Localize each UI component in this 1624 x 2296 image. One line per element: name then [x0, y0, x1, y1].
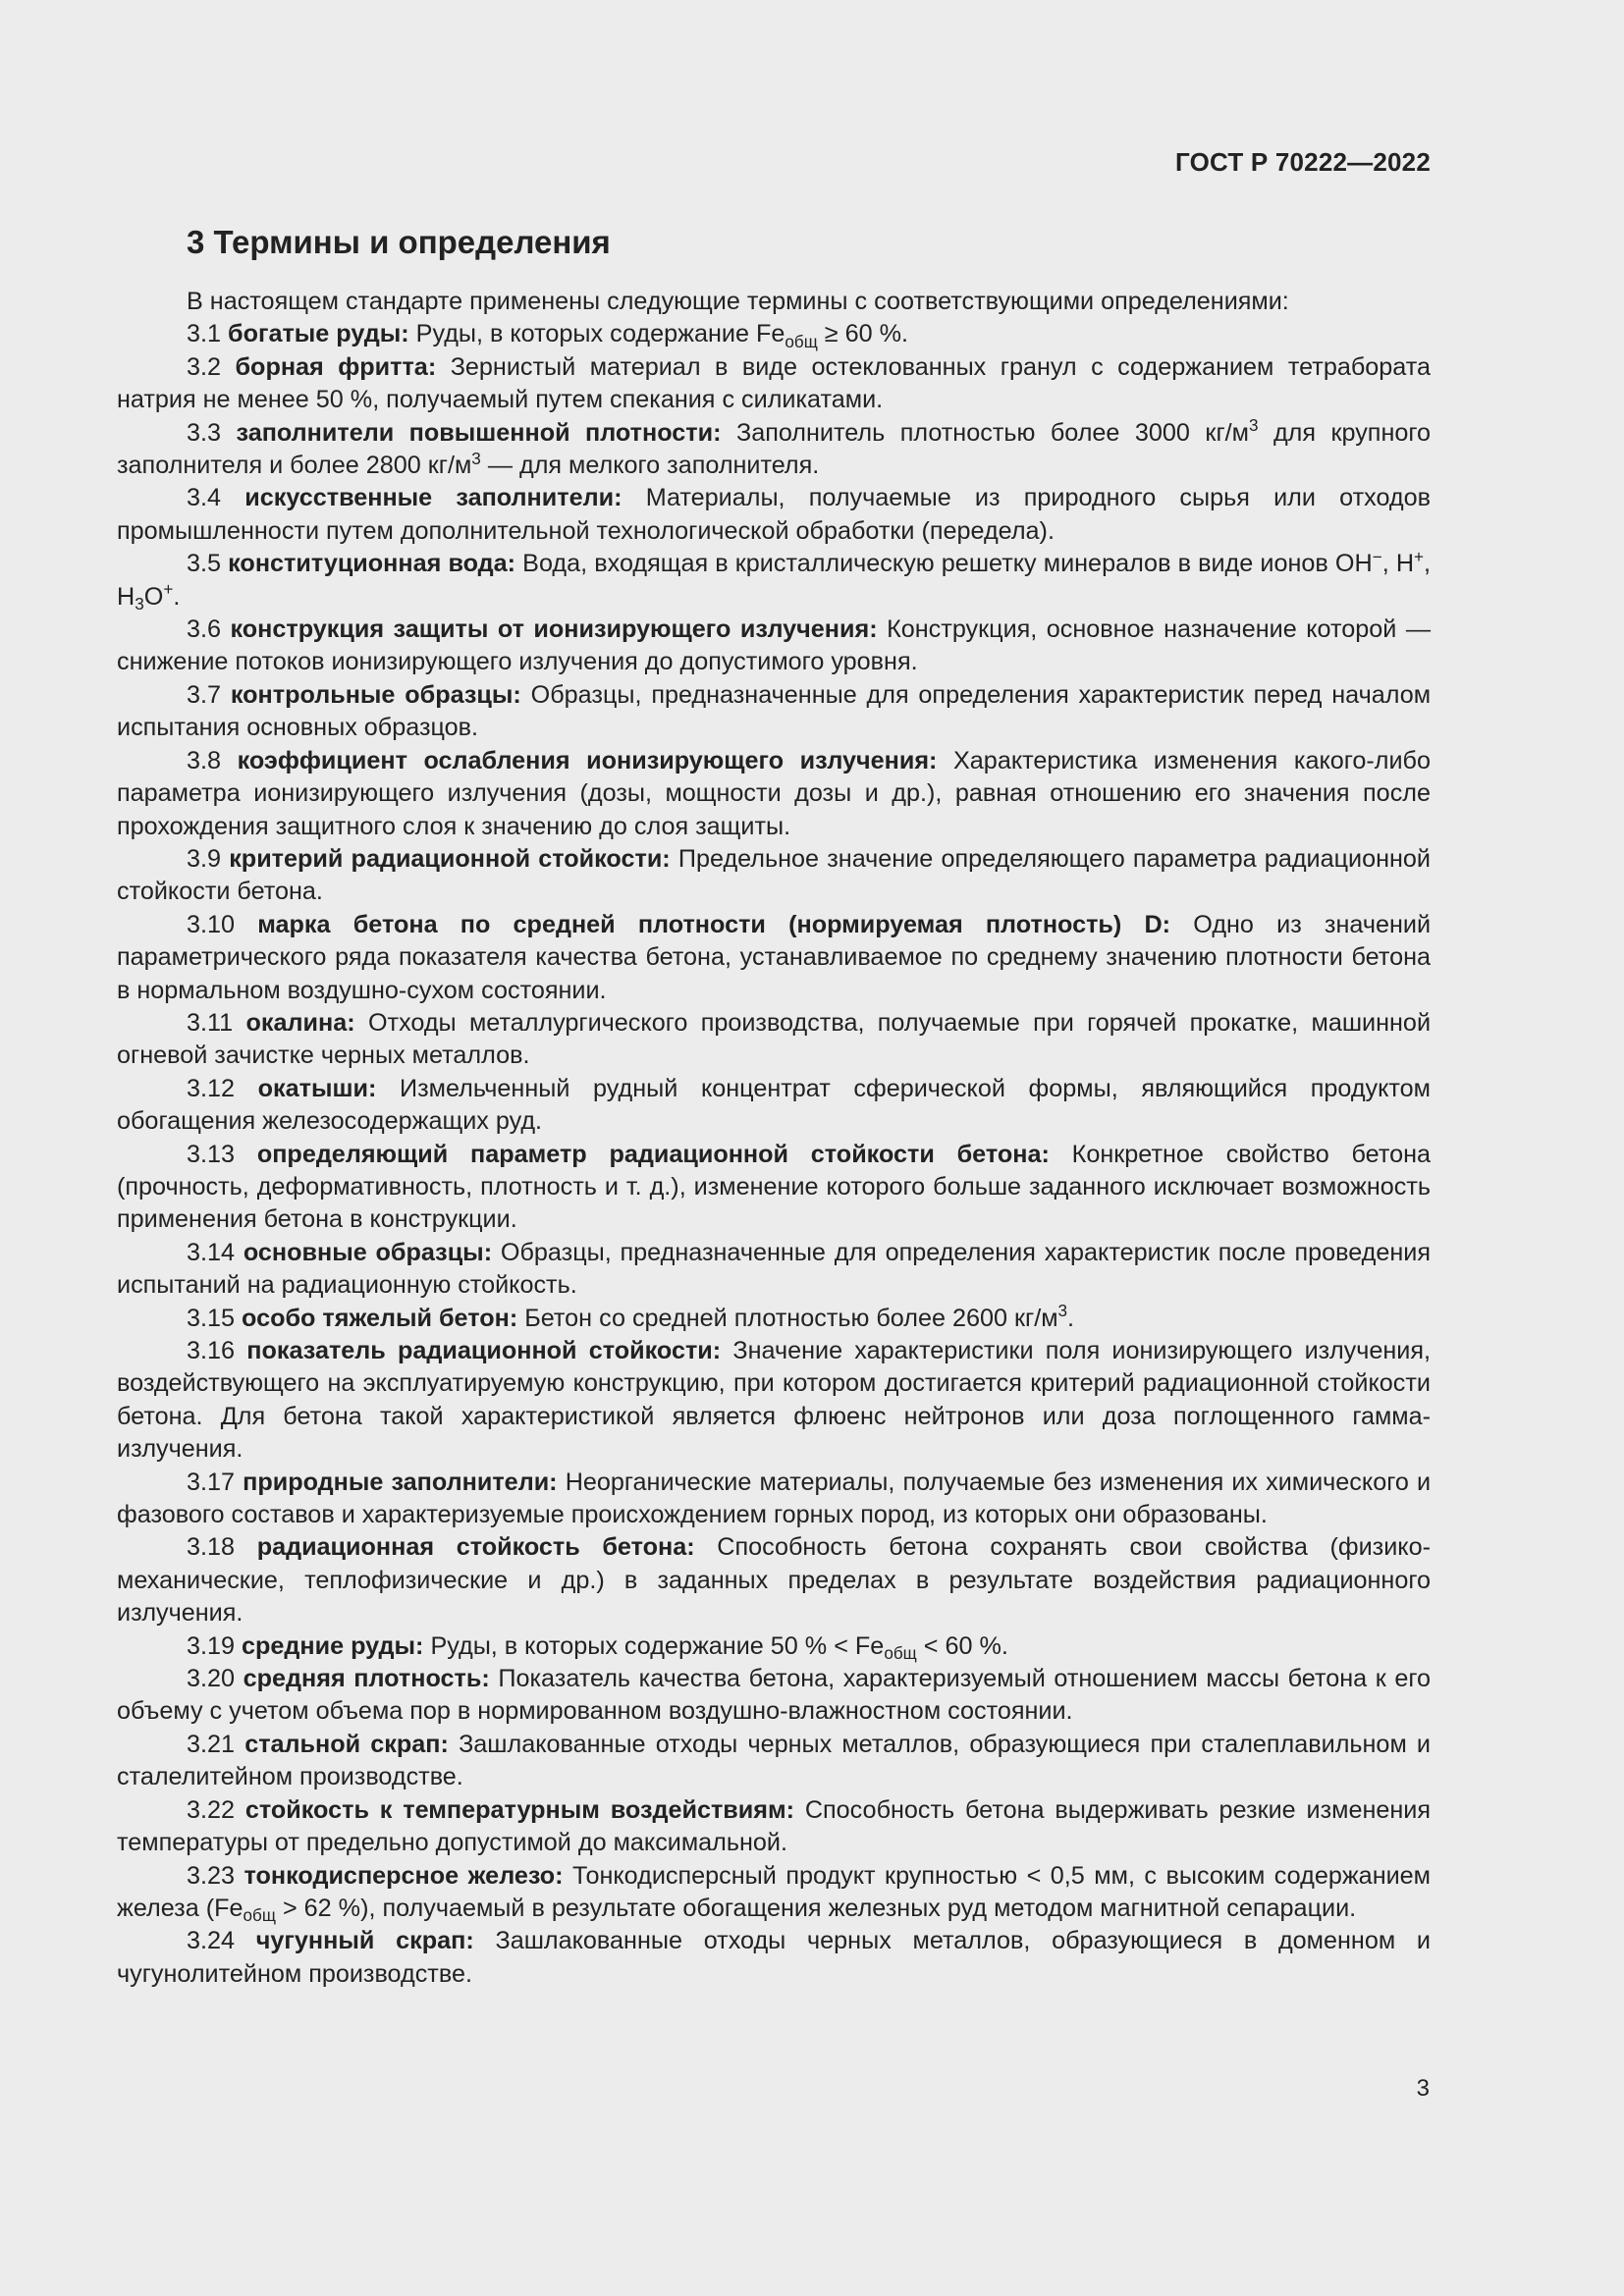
term-number: 3.5: [187, 550, 222, 578]
term-paragraph: [117, 1073, 1431, 1139]
term-definition: Зашлакованные отходы черных металлов, образующиеся при сталеплавильном и сталелитейном производстве.: [117, 1730, 1431, 1791]
superscript: 3: [1057, 1301, 1068, 1321]
term-number: 3.19: [187, 1631, 236, 1660]
term-definition: Способность бетона сохранять свои свойства (физико-механические, теплофизические и др.) в заданных пределах в результате воздействия радиационного излучения.: [117, 1533, 1432, 1628]
term-number: 3.6: [187, 615, 222, 644]
term-definition: Конкретное свойство бетона (прочность, деформативность, плотность и т. д.), изменение которого больше заданного исключает возможность применения бетона в конструкции.: [117, 1140, 1431, 1234]
term-name: особо тяжелый бетон:: [242, 1304, 518, 1332]
superscript: +: [163, 579, 174, 600]
term-name: определяющий параметр радиационной стойкости бетона:: [256, 1140, 1050, 1168]
term-definition: Материалы, получаемые из природного сырья или отходов промышленности путем дополнительной технологической обработки (передела).: [117, 484, 1431, 545]
term-definition: Способность бетона выдерживать резкие изменения температуры от предельно допустимой до максимальной.: [117, 1795, 1431, 1857]
term-paragraph: [117, 482, 1431, 548]
superscript: −: [1372, 546, 1382, 566]
term-definition: Зернистый материал в виде остеклованных гранул с содержанием тетрабората натрия не менее 50 %, получаемый путем спекания с силикатами.: [117, 352, 1431, 414]
ion-separator: , H: [117, 550, 1432, 611]
term-name: конструкция защиты от ионизирующего излучения:: [230, 615, 878, 644]
term-number: 3.14: [187, 1238, 236, 1266]
term-paragraph: [117, 417, 1431, 483]
term-paragraph: [117, 1925, 1431, 1991]
term-name: конституционная вода:: [228, 550, 516, 578]
term-name: контрольные образцы:: [230, 680, 521, 709]
term-number: 3.20: [187, 1665, 236, 1693]
term-number: 3.2: [187, 352, 222, 381]
term-name: коэффициент ослабления ионизирующего излучения:: [237, 746, 938, 774]
term-number: 3.4: [187, 484, 222, 512]
term-name: искусственные заполнители:: [244, 484, 623, 512]
term-name: природные заполнители:: [243, 1468, 558, 1496]
term-number: 3.18: [187, 1533, 236, 1562]
term-number: 3.9: [187, 844, 222, 873]
term-number: 3.17: [187, 1468, 236, 1496]
term-definition: Измельченный рудный концентрат сферической формы, являющийся продуктом обогащения железосодержащих руд.: [117, 1074, 1432, 1136]
document-id: ГОСТ Р 70222—2022: [1175, 147, 1431, 177]
page-number: 3: [1416, 2075, 1430, 2102]
term-number: 3.13: [187, 1140, 236, 1168]
section-intro: В настоящем стандарте применены следующие термины с соответствующими определениями:: [187, 288, 1289, 315]
term-paragraph: [117, 1531, 1431, 1629]
term-number: 3.3: [187, 418, 222, 447]
term-definition-end: > 62 %), получаемый в результате обогащения железных руд методом магнитной сепарации.: [275, 1894, 1357, 1922]
term-paragraph: [117, 909, 1431, 1007]
term-definition: Бетон со средней плотностью более 2600 кг/м: [524, 1304, 1058, 1332]
term-paragraph: [117, 318, 1431, 350]
term-definition: Тонкодисперсный продукт крупностью < 0,5 мм, с высоким содержанием железа (Fe: [117, 1861, 1431, 1922]
term-number: 3.24: [187, 1927, 236, 1955]
superscript: +: [1414, 546, 1425, 566]
term-name: средняя плотность:: [243, 1665, 490, 1693]
term-definition-end: .: [1067, 1304, 1075, 1332]
term-number: 3.11: [187, 1008, 234, 1037]
term-definition: Одно из значений параметрического ряда показателя качества бетона, устанавливаемое по среднему значению плотности бетона в нормальном воздушно-сухом состоянии.: [117, 910, 1432, 1004]
term-name: критерий радиационной стойкости:: [229, 844, 671, 873]
term-paragraph: [117, 614, 1431, 679]
term-definition: Вода, входящая в кристаллическую решетку минералов в виде ионов: [522, 550, 1328, 578]
term-definition: Конструкция, основное назначение которой — снижение потоков ионизирующего излучения до допустимого уровня.: [117, 615, 1432, 676]
term-number: 3.1: [187, 320, 222, 348]
term-definition-mid: для крупного заполнителя и более 2800 кг/м: [117, 418, 1432, 480]
superscript: 3: [471, 448, 481, 468]
term-paragraph: [117, 1729, 1431, 1794]
term-number: 3.10: [187, 910, 236, 938]
term-name: стойкость к температурным воздействиям:: [244, 1795, 794, 1824]
term-name: борная фритта:: [235, 352, 437, 381]
term-paragraph: [117, 1860, 1431, 1926]
term-paragraph: [117, 351, 1431, 417]
subscript: общ: [243, 1905, 276, 1926]
term-number: 3.22: [187, 1795, 236, 1824]
term-name: основные образцы:: [243, 1238, 493, 1266]
term-definition: Образцы, предназначенные для определения характеристик после проведения испытаний на радиационную стойкость.: [117, 1238, 1431, 1300]
subscript: общ: [884, 1642, 917, 1663]
term-paragraph: [117, 843, 1431, 909]
term-paragraph: [117, 679, 1431, 745]
term-definition-end: < 60 %.: [916, 1631, 1008, 1660]
term-definition: Неорганические материалы, получаемые без изменения их химического и фазового составов и характеризуемые происхождением горных пород, из которых они образованы.: [117, 1468, 1432, 1529]
term-number: 3.8: [187, 746, 222, 774]
term-paragraph: [117, 1237, 1431, 1303]
term-definition: Предельное значение определяющего параметра радиационной стойкости бетона.: [117, 844, 1431, 906]
term-definition: Заполнитель плотностью более 3000 кг/м: [735, 418, 1249, 447]
term-paragraph: [117, 1794, 1431, 1860]
term-definition-end: .: [173, 582, 181, 611]
subscript: общ: [785, 331, 818, 351]
term-name: показатель радиационной стойкости:: [246, 1337, 722, 1364]
superscript: 3: [1248, 415, 1259, 436]
term-name: марка бетона по средней плотности (нормируемая плотность) D:: [257, 910, 1171, 938]
term-definition: Руды, в которых содержание 50 % < Fe: [430, 1631, 885, 1660]
term-definition: Характеристика изменения какого-либо параметра ионизирующего излучения (дозы, мощности дозы и др.), равная отношению его значения после прохождения защитного слоя к значению до слоя защиты.: [117, 746, 1431, 840]
term-name: окатыши:: [257, 1074, 377, 1102]
subscript: 3: [135, 593, 144, 614]
term-number: 3.12: [187, 1074, 236, 1102]
term-name: богатые руды:: [228, 320, 409, 348]
term-paragraph: [117, 548, 1431, 614]
term-paragraph: [117, 1630, 1431, 1663]
term-paragraph: [117, 1139, 1431, 1237]
term-name: заполнители повышенной плотности:: [236, 418, 722, 447]
ion-separator: , H: [1381, 550, 1415, 578]
term-number: 3.15: [187, 1304, 236, 1332]
term-paragraph: [117, 1467, 1431, 1532]
term-number: 3.16: [187, 1337, 236, 1364]
term-name: чугунный скрап:: [255, 1927, 474, 1955]
term-name: тонкодисперсное железо:: [244, 1861, 564, 1890]
term-definition: Руды, в которых содержание Fe: [415, 320, 785, 348]
ion-formula: O: [143, 582, 164, 611]
term-name: окалина:: [245, 1008, 355, 1037]
term-name: стальной скрап:: [244, 1730, 449, 1758]
term-number: 3.23: [187, 1861, 236, 1890]
term-paragraph: [117, 1303, 1431, 1335]
section-title: 3 Термины и определения: [187, 224, 611, 260]
term-paragraph: [117, 1007, 1431, 1073]
term-name: радиационная стойкость бетона:: [256, 1533, 695, 1562]
term-number: 3.7: [187, 680, 222, 709]
term-definition: Зашлакованные отходы черных металлов, образующиеся в доменном и чугунолитейном производстве.: [117, 1927, 1431, 1988]
term-paragraph: [117, 745, 1431, 843]
term-definition: Образцы, предназначенные для определения характеристик перед началом испытания основных образцов.: [117, 680, 1432, 742]
term-definition: Показатель качества бетона, характеризуемый отношением массы бетона к его объему с учетом объема пор в нормированном воздушно-влажностном состоянии.: [117, 1665, 1432, 1726]
ion-formula: OH: [1334, 550, 1373, 578]
term-paragraph: [117, 1663, 1431, 1729]
term-number: 3.21: [187, 1730, 236, 1758]
term-paragraph: [117, 1335, 1431, 1467]
term-name: средние руды:: [242, 1631, 424, 1660]
term-definition: Отходы металлургического производства, получаемые при горячей прокатке, машинной огневой зачистке черных металлов.: [117, 1008, 1432, 1070]
term-definition: Значение характеристики поля ионизирующего излучения, воздействующего на эксплуатируемую конструкцию, при котором достигается критерий радиационной стойкости бетона. Для бетона такой характеристикой является флюенс нейтронов или доза поглощенного гамма-излучения.: [117, 1337, 1431, 1464]
term-definition-end: ≥ 60 %.: [817, 320, 909, 348]
term-definition-end: — для мелкого заполнителя.: [480, 452, 820, 480]
terms-body: [117, 286, 1431, 1991]
